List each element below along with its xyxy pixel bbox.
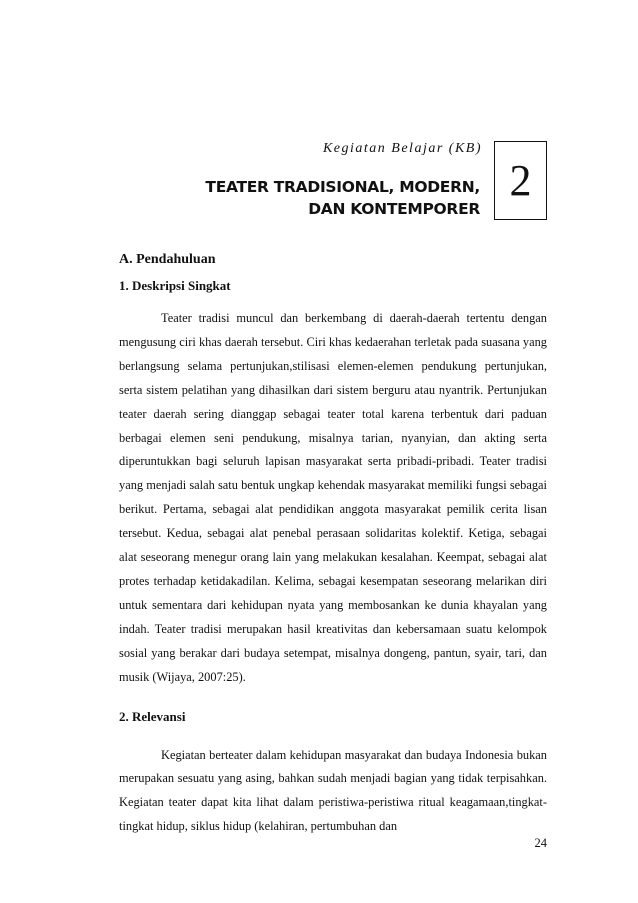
- chapter-title-line-1: TEATER TRADISIONAL, MODERN,: [205, 178, 480, 196]
- kb-number-box: 2: [494, 141, 547, 220]
- content-body: [119, 251, 547, 839]
- section-heading: A. Pendahuluan: [119, 252, 216, 267]
- chapter-title: [205, 176, 480, 220]
- page-number: 24: [534, 836, 547, 850]
- chapter-title-line-2: DAN KONTEMPORER: [308, 200, 480, 218]
- paragraph-deskripsi: Teater tradisi muncul dan berkembang di daerah-daerah tertentu dengan mengusung ciri khas daerah tersebut. Ciri khas kedaerahan terletak pada suasana yang berlangsung selama pertunjukan,stilisasi elemen-elemen pendukung pertunjukan, serta sistem pelatihan yang dihasilkan dari sistem berguru atau nyantrik. Pertunjukan teater daerah sering dianggap sebagai teater total karena terbentuk dari paduan berbagai elemen seni pendukung, misalnya tarian, nyanyian, dan akting serta diperuntukkan bagi seluruh lapisan masyarakat serta pribadi-pribadi. Teater tradisi yang menjadi salah satu bentuk ungkap kehendak masyarakat memiliki fungsi sebagai berikut. Pertama, sebagai alat pendidikan anggota masyarakat pemilik cerita lisan tersebut. Kedua, sebagai alat penebal perasaan solidaritas kolektif. Ketiga, sebagai alat seseorang menegur orang lain yang melakukan kesalahan. Keempat, sebagai alat protes terhadap ketidakadilan. Kelima, sebagai kesempatan seseorang melarikan diri untuk sementara dari kehidupan nyata yang membosankan ke dunia khayalan yang indah. Teater tradisi merupakan hasil kreativitas dan kebersamaan suatu kelompok sosial yang berakar dari budaya setempat, misalnya dongeng, pantun, syair, tari, dan musik (Wijaya, 2007:25).: [119, 311, 547, 684]
- subsection-heading-relevansi: 2. Relevansi: [119, 708, 186, 724]
- paragraph-relevansi: Kegiatan berteater dalam kehidupan masyarakat dan budaya Indonesia bukan merupakan sesuatu yang asing, bahkan sudah menjadi bagian yang tidak terpisahkan. Kegiatan teater dapat kita lihat dalam peristiwa-peristiwa ritual keagamaan,tingkat-tingkat hidup, siklus hidup (kelahiran, pertumbuhan dan: [119, 747, 547, 834]
- kb-label: Kegiatan Belajar (KB): [322, 141, 482, 156]
- subsection-heading-deskripsi: 1. Deskripsi Singkat: [119, 278, 231, 293]
